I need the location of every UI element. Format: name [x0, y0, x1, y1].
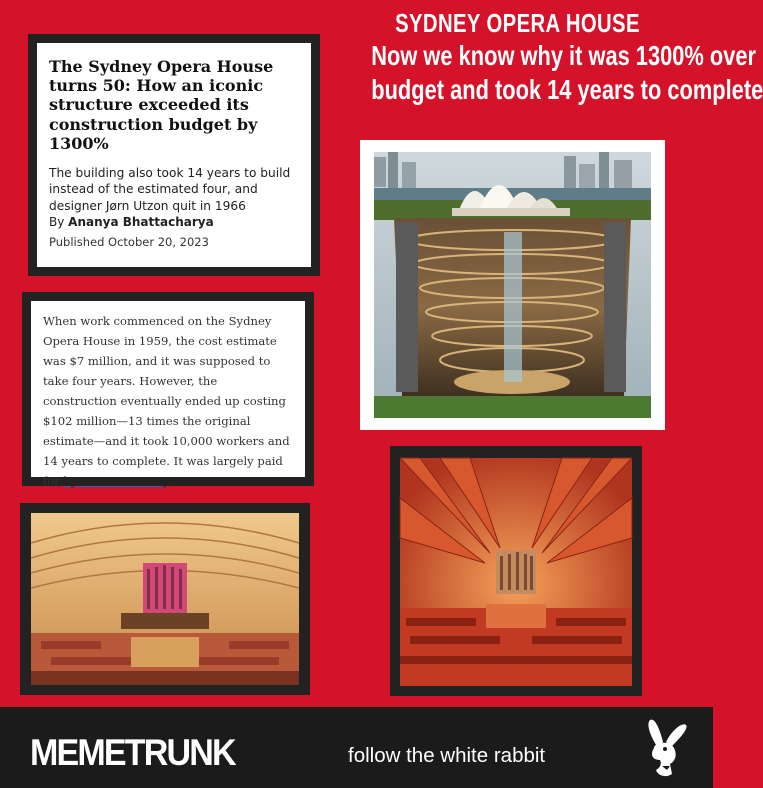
- excerpt-end: .: [167, 473, 172, 488]
- article-dek: The building also took 14 years to build instead of the estimated four, and designer Jørn Utzon quit in 1966: [49, 165, 291, 213]
- rabbit-head-icon: [636, 718, 692, 780]
- concert-hall-image-2: [400, 458, 632, 686]
- headline-line-3: budget and took 14 years to complete: [371, 73, 763, 105]
- article-byline: [49, 215, 299, 229]
- footer-tagline: follow the white rabbit: [348, 744, 546, 767]
- concert-hall-image-1: [31, 513, 299, 685]
- cutaway-image-frame: [360, 140, 665, 430]
- article-card-body: [37, 43, 311, 267]
- excerpt-paragraph: [43, 312, 293, 491]
- brand-logo-text: MEMETRUNK: [30, 732, 235, 773]
- headline: [330, 8, 763, 106]
- excerpt-text: When work commenced on the Sydney Opera House in 1959, the cost estimate was $7 million, and it was supposed to take four years. However, the construction eventually ended up costing $102 million—13 times the original estimate—and it took 10,000 workers and 14 years to complete. It was largely paid for: [43, 314, 290, 488]
- byline-prefix: By: [49, 215, 65, 230]
- excerpt-card: [22, 292, 314, 486]
- state-lottery-link[interactable]: by a State Lottery: [63, 473, 168, 488]
- concert-hall-image-frame-1: [20, 503, 310, 695]
- article-card: [28, 34, 320, 276]
- article-title: The Sydney Opera House turns 50: How an iconic structure exceeded its construction budget by 1300%: [49, 57, 274, 153]
- headline-title: SYDNEY OPERA HOUSE: [395, 8, 640, 38]
- article-author: Ananya Bhattacharya: [68, 215, 214, 230]
- headline-line-2: Now we know why it was 1300% over: [371, 40, 757, 72]
- opera-house-cutaway-image: [374, 152, 651, 418]
- concert-hall-image-frame-2: [390, 446, 642, 696]
- excerpt-card-body: [31, 301, 305, 488]
- article-published-date: Published October 20, 2023: [49, 235, 209, 250]
